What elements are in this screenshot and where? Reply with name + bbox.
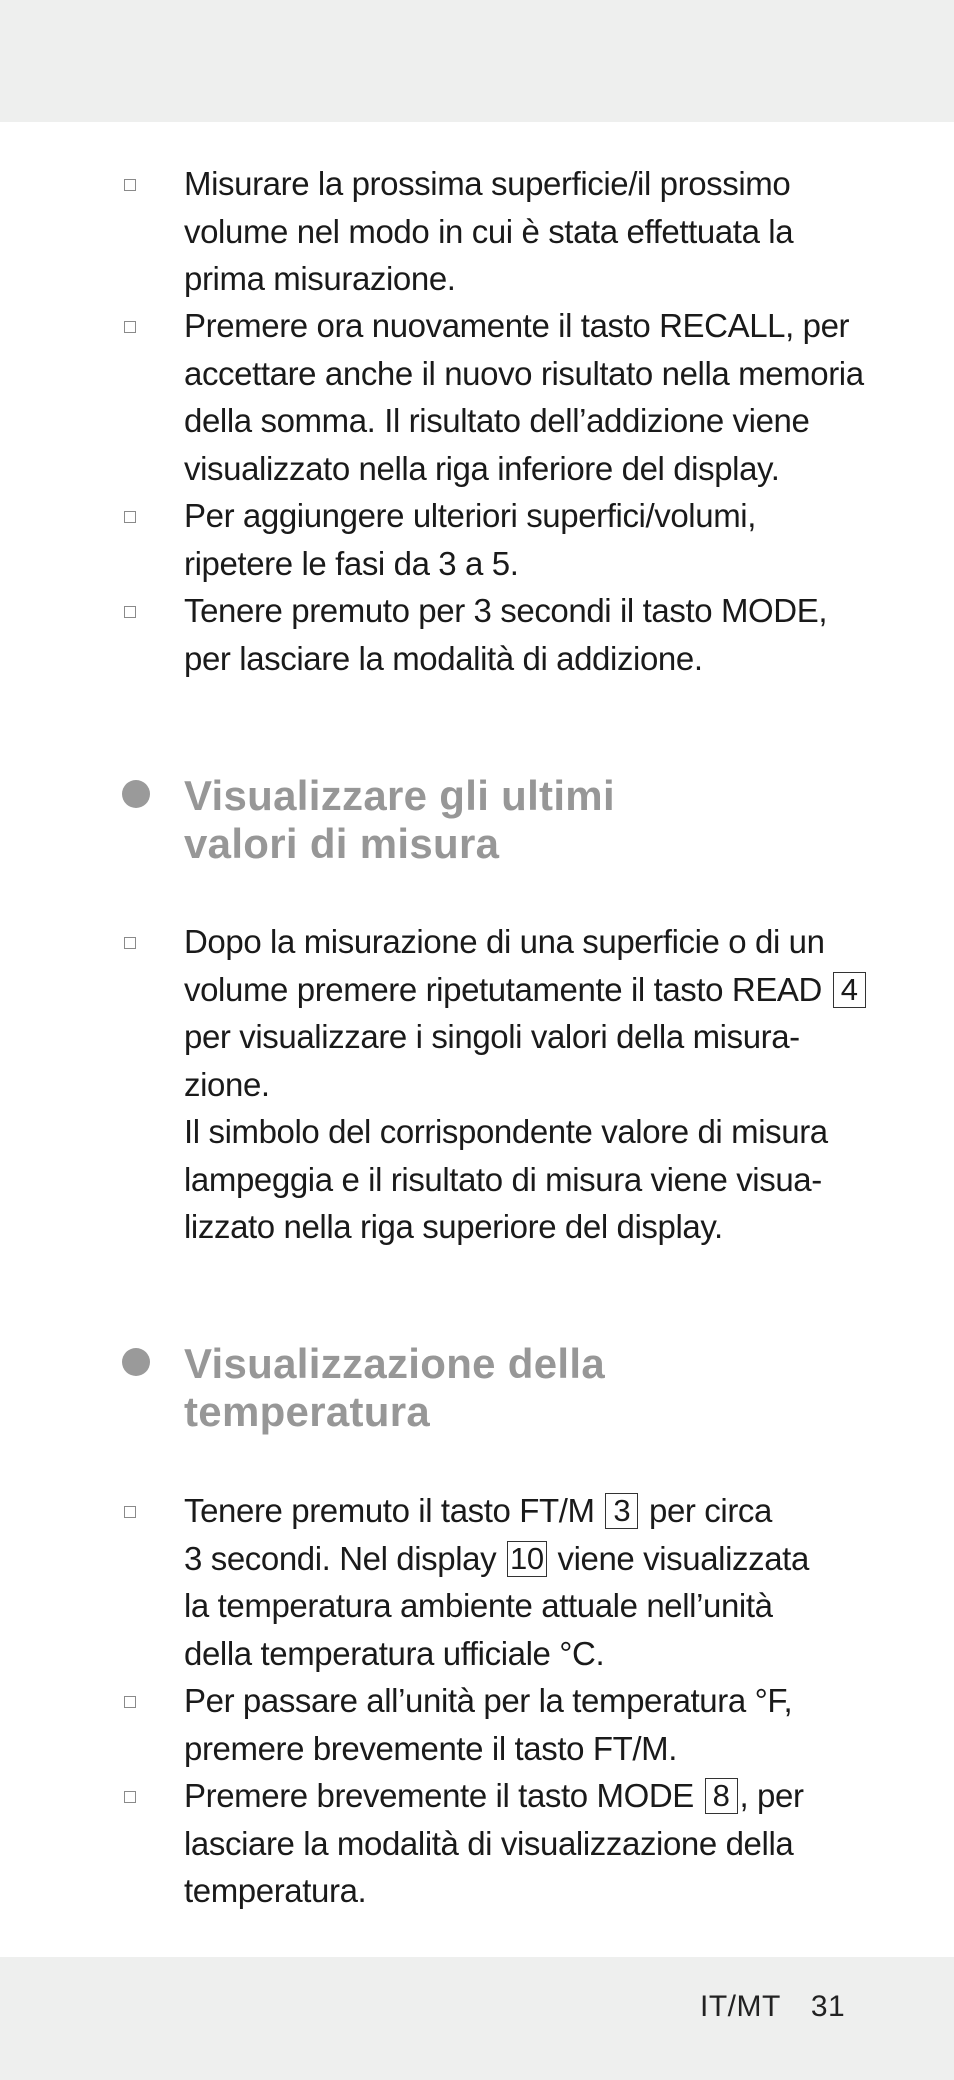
text-fragment: viene visualizzata: [557, 1539, 809, 1577]
text-fragment: per circa: [649, 1492, 772, 1529]
text-line: accettare anche il nuovo risultato nella memoria: [184, 354, 864, 392]
text-line: zione.: [184, 1065, 270, 1103]
header-band: [0, 0, 954, 122]
text-line: Tenere premuto per 3 secondi il tasto MODE,: [184, 592, 828, 629]
text-line: la temperatura ambiente attuale nell’unità: [184, 1587, 773, 1624]
list-item-text: [184, 160, 864, 303]
text-line: temperatura.: [184, 1872, 367, 1909]
text-line: Per passare all’unità per la temperatura °F,: [184, 1682, 793, 1719]
text-line: Il simbolo del corrispondente valore di misura: [184, 1113, 828, 1150]
checkbox-square-icon: [124, 606, 136, 618]
list-item-text: [184, 918, 864, 1251]
text-fragment: 3 secondi. Nel display: [184, 1539, 497, 1577]
text-line: lasciare la modalità di visualizzazione della: [184, 1824, 794, 1862]
text-line: ripetere le fasi da 3 a 5.: [184, 544, 519, 582]
text-fragment: volume premere ripetutamente il tasto READ: [184, 970, 822, 1008]
text-line: Premere ora nuovamente il tasto RECALL, per: [184, 307, 850, 344]
heading-line: valori di misura: [184, 820, 500, 867]
checkbox-square-icon: [124, 511, 136, 523]
text-line: lampeggia e il risultato di misura viene visua-: [184, 1160, 822, 1198]
text-line: Misurare la prossima superficie/il prossimo: [184, 165, 791, 202]
list-item-text: [184, 587, 864, 682]
text-fragment: Premere brevemente il tasto MODE: [184, 1777, 694, 1814]
reference-number-box: 8: [705, 1778, 738, 1814]
list-item-text: [184, 302, 864, 492]
text-line: della somma. Il risultato dell’addizione viene: [184, 402, 810, 439]
text-line: premere brevemente il tasto FT/M.: [184, 1729, 677, 1767]
section-heading-text: [184, 1340, 605, 1436]
text-line: lizzato nella riga superiore del display.: [184, 1208, 723, 1245]
page-number: 31: [810, 1990, 846, 2023]
list-item-text: [184, 492, 864, 587]
text-line: Dopo la misurazione di una superficie o di un: [184, 923, 825, 960]
text-line: visualizzato nella riga inferiore del display.: [184, 449, 780, 487]
language-code: IT/MT: [700, 1990, 781, 2023]
bullet-dot-icon: [122, 1348, 150, 1376]
text-line: [184, 1535, 864, 1583]
checkbox-square-icon: [124, 179, 136, 191]
heading-line: Visualizzazione della: [184, 1340, 606, 1387]
checkbox-square-icon: [124, 1791, 136, 1803]
checkbox-square-icon: [124, 1506, 136, 1518]
checkbox-square-icon: [124, 937, 136, 949]
heading-line: Visualizzare gli ultimi: [184, 772, 615, 819]
text-line: prima misurazione.: [184, 260, 456, 297]
text-fragment: , per: [739, 1777, 804, 1814]
reference-number-box: 4: [833, 972, 866, 1008]
list-item-text: [184, 1772, 864, 1915]
text-line: [184, 966, 864, 1014]
reference-number-box: 10: [507, 1541, 547, 1577]
list-item-text: [184, 1677, 864, 1772]
heading-line: temperatura: [184, 1388, 431, 1435]
text-line: per visualizzare i singoli valori della misura-: [184, 1018, 800, 1055]
text-fragment: Tenere premuto il tasto FT/M: [184, 1492, 595, 1529]
checkbox-square-icon: [124, 321, 136, 333]
text-line: per lasciare la modalità di addizione.: [184, 639, 703, 677]
text-line: [184, 1487, 864, 1535]
reference-number-box: 3: [605, 1493, 638, 1529]
bullet-dot-icon: [122, 780, 150, 808]
section-heading-text: [184, 772, 615, 868]
text-line: Per aggiungere ulteriori superfici/volumi,: [184, 497, 756, 534]
page-footer: [700, 1990, 845, 2024]
list-item-text: [184, 1487, 864, 1677]
checkbox-square-icon: [124, 1696, 136, 1708]
text-line: volume nel modo in cui è stata effettuata la: [184, 212, 794, 250]
text-line: [184, 1772, 864, 1820]
text-line: della temperatura ufficiale °C.: [184, 1634, 605, 1672]
